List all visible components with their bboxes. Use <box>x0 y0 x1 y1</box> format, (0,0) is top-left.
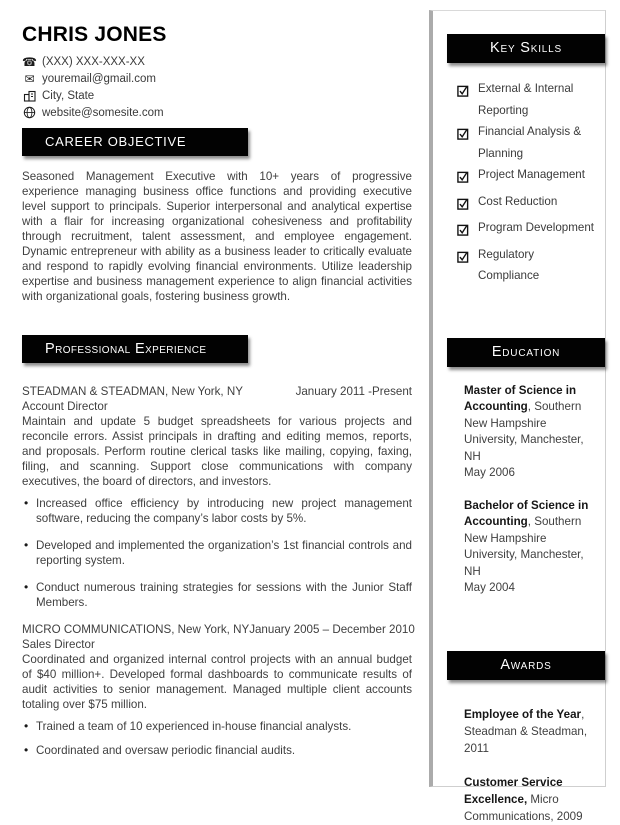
website-value: website@somesite.com <box>42 106 164 119</box>
skill-item <box>457 217 595 244</box>
job-entry <box>22 384 412 610</box>
website-icon <box>22 106 37 120</box>
skill-item <box>457 191 595 218</box>
checkbox-checked-icon <box>457 83 469 105</box>
degree-detail: , Southern New Hampshire University, Manchester, NH <box>464 400 584 463</box>
award-detail: Micro Communications, 2009 <box>464 792 583 823</box>
award-name: Employee of the Year <box>464 707 582 721</box>
job-bullet: • Increased office efficiency by introducing new project management software, reducing the company’s labor costs by 5%. <box>22 496 412 526</box>
job-bullet: • Developed and implemented the organization’s 1st financial controls and reporting system. <box>22 538 412 568</box>
job-dates: January 2011 -Present <box>295 385 412 398</box>
education-entry <box>464 498 593 597</box>
degree-date: May 2004 <box>464 581 515 594</box>
main-column <box>22 22 415 767</box>
skill-item <box>457 164 595 191</box>
job-bullet: • Trained a team of 10 experienced in-house financial analysts. <box>22 719 412 734</box>
checkbox-checked-icon <box>457 249 469 271</box>
skill-label: Financial Analysis & Planning <box>478 125 582 160</box>
job-bullet-list <box>22 496 412 610</box>
job-entry <box>22 622 415 758</box>
award-detail: , Steadman & Steadman, 2011 <box>464 707 588 755</box>
email-value: youremail@gmail.com <box>42 72 156 85</box>
job-role: Sales Director <box>22 638 95 651</box>
award-entry <box>464 774 593 825</box>
contact-email <box>22 70 412 87</box>
skill-item <box>457 78 595 121</box>
degree-name: Master of Science in Accounting <box>464 383 577 413</box>
award-entry <box>464 706 593 757</box>
job-company: MICRO COMMUNICATIONS, New York, NY <box>22 623 250 636</box>
checkbox-checked-icon <box>457 126 469 148</box>
skill-item <box>457 244 595 287</box>
skill-label: Project Management <box>478 168 585 181</box>
skill-item <box>457 121 595 164</box>
job-bullet: • Conduct numerous training strategies for sessions with the Junior Staff Members. <box>22 580 412 610</box>
contact-website <box>22 104 412 121</box>
career-objective-header: CAREER OBJECTIVE <box>22 128 248 156</box>
job-bullet: • Coordinated and oversaw periodic financial audits. <box>22 743 412 758</box>
sidebar <box>429 10 606 823</box>
job-role: Account Director <box>22 400 108 413</box>
person-name: CHRIS JONES <box>22 23 167 46</box>
phone-value: (XXX) XXX-XXX-XX <box>42 55 145 68</box>
key-skills-list <box>457 78 595 287</box>
career-objective-text: Seasoned Management Executive with 10+ years of progressive experience managing business office functions and providing executive level support to principals. Superior interpersonal and analytical expertise with a flair for increasing organizational cohesiveness and profitability through recruitment, talent assessment, and employee engagement. Dynamic entrepreneur with ability as a business leader to critically evaluate and respond to rapidly evolving financial environments. Utilize leadership expertise and business management experience to align financial activities with organizational goals, fostering business growth. <box>22 170 412 303</box>
job-bullet-list <box>22 719 412 758</box>
skill-label: Program Development <box>478 221 594 234</box>
awards-header: Awards <box>447 651 605 680</box>
checkbox-checked-icon <box>457 196 469 218</box>
location-value: City, State <box>42 89 95 102</box>
phone-icon: ☎ <box>22 54 37 69</box>
awards-block <box>464 706 593 825</box>
location-icon <box>22 89 37 103</box>
job-header-row <box>22 384 412 399</box>
job-summary: Maintain and update 5 budget spreadsheets for various projects and reconcile errors. Assist principals in drafting and editing memos, reports, and proposals. Perform routine clerical tasks like mailing, copying, faxing, filing, and scanning. Support close communications with company executives, the board of directors, and investors. <box>22 415 412 488</box>
skill-label: Regulatory Compliance <box>478 247 540 282</box>
contact-phone <box>22 53 412 70</box>
degree-name: Bachelor of Science in Accounting <box>464 498 589 528</box>
education-block <box>464 383 593 597</box>
key-skills-header: Key Skills <box>447 34 605 63</box>
degree-detail: , Southern New Hampshire University, Manchester, NH <box>464 515 584 578</box>
job-dates: January 2005 – December 2010 <box>249 623 415 636</box>
job-summary: Coordinated and organized internal control projects with an annual budget of $40 million+. Developed formal dashboards to communicate results of audit activities to senior management. Managed multiple client accounts totaling over $75 million. <box>22 653 412 711</box>
education-header: Education <box>447 338 605 367</box>
email-icon: ✉ <box>24 71 35 86</box>
degree-date: May 2006 <box>464 466 515 479</box>
job-company: STEADMAN & STEADMAN, New York, NY <box>22 385 243 398</box>
skill-label: Cost Reduction <box>478 194 558 208</box>
skill-label: External & Internal Reporting <box>478 82 574 117</box>
contact-block <box>22 53 412 121</box>
education-entry <box>464 383 593 482</box>
checkbox-checked-icon <box>457 169 469 191</box>
professional-experience-header: Professional Experience <box>22 335 248 363</box>
award-name: Customer Service Excellence, <box>464 775 563 806</box>
checkbox-checked-icon <box>457 222 469 244</box>
contact-location <box>22 87 412 104</box>
job-header-row <box>22 622 415 637</box>
